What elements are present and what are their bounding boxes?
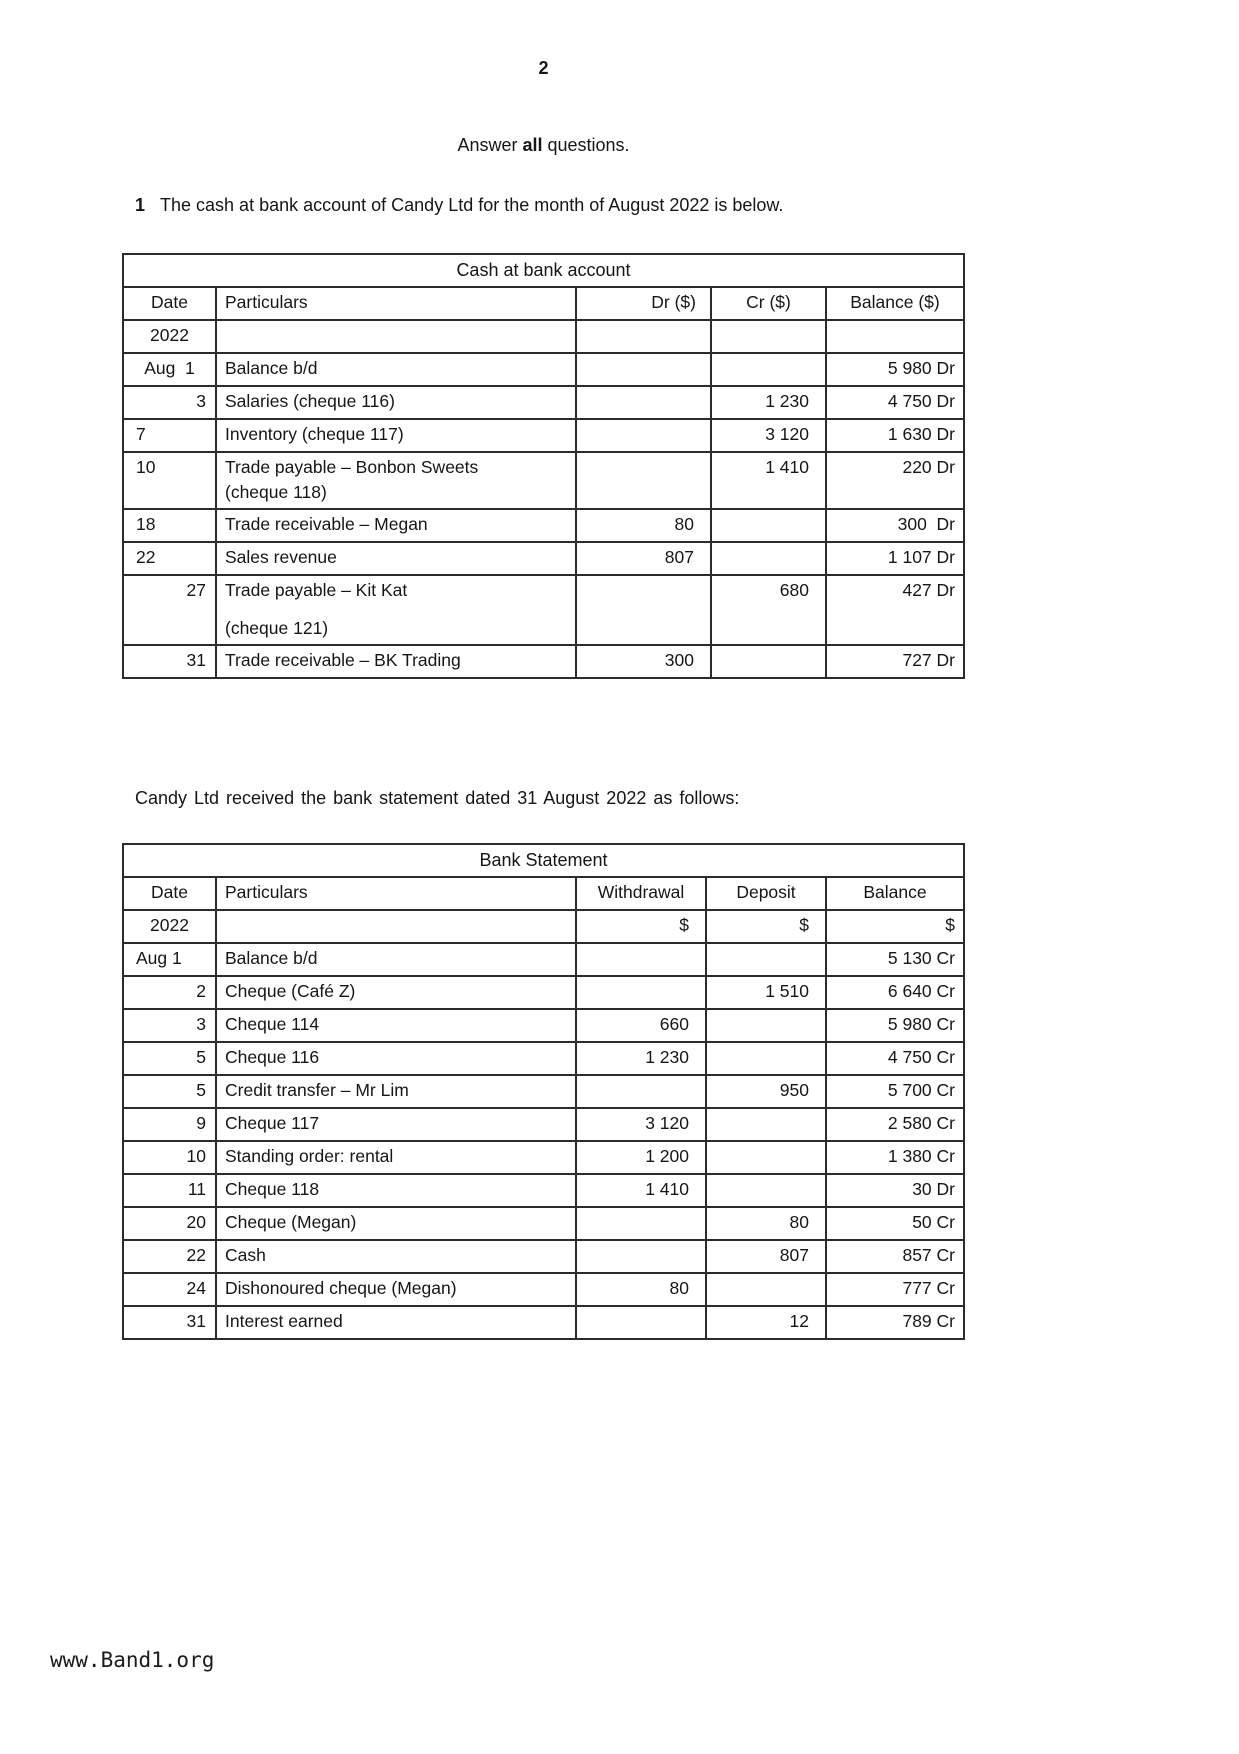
date-cell: 20 [123,1207,216,1240]
column-header: Date [123,877,216,910]
balance-cell: 2 580 Cr [826,1108,964,1141]
withdrawal-cell: 660 [576,1009,706,1042]
column-header: Particulars [216,877,576,910]
dr-cell [576,419,711,452]
column-header: Deposit [706,877,826,910]
deposit-cell: 1 510 [706,976,826,1009]
date-cell: Aug 1 [123,353,216,386]
date-cell: 2022 [123,910,216,943]
balance-cell: 727 Dr [826,645,964,678]
date-cell: 10 [123,1141,216,1174]
page-number: 2 [538,58,549,78]
withdrawal-cell [576,1306,706,1339]
deposit-cell: 807 [706,1240,826,1273]
cr-cell [711,320,826,353]
table-row [123,386,964,419]
column-header: Dr ($) [576,287,711,320]
particulars-cell: Cheque 116 [216,1042,576,1075]
particulars-cell [216,320,576,353]
particulars-cell: Trade payable – Kit Kat (cheque 121) [216,575,576,645]
balance-cell: 777 Cr [826,1273,964,1306]
column-header: Particulars [216,287,576,320]
balance-cell: 4 750 Cr [826,1042,964,1075]
date-cell: 24 [123,1273,216,1306]
deposit-cell [706,1174,826,1207]
balance-cell: 6 640 Cr [826,976,964,1009]
withdrawal-cell [576,1075,706,1108]
date-cell: 31 [123,1306,216,1339]
deposit-cell [706,1042,826,1075]
particulars-cell: Trade receivable – BK Trading [216,645,576,678]
table-row [123,1174,964,1207]
table-row [123,1240,964,1273]
withdrawal-cell: 1 230 [576,1042,706,1075]
particulars-cell: Dishonoured cheque (Megan) [216,1273,576,1306]
particulars-cell: Balance b/d [216,353,576,386]
balance-cell: 5 700 Cr [826,1075,964,1108]
date-cell: 5 [123,1075,216,1108]
table-row [123,1009,964,1042]
balance-cell: 30 Dr [826,1174,964,1207]
balance-cell: 1 380 Cr [826,1141,964,1174]
withdrawal-cell [576,1240,706,1273]
particulars-cell: Cheque (Megan) [216,1207,576,1240]
withdrawal-cell: 3 120 [576,1108,706,1141]
balance-cell: 857 Cr [826,1240,964,1273]
bank-statement-title: Bank Statement [123,844,964,877]
deposit-cell: 950 [706,1075,826,1108]
date-cell: 7 [123,419,216,452]
particulars-cell: Interest earned [216,1306,576,1339]
balance-cell: 5 980 Dr [826,353,964,386]
deposit-cell [706,1009,826,1042]
cr-cell: 680 [711,575,826,645]
cash-at-bank-table [122,253,965,679]
particulars-cell: Credit transfer – Mr Lim [216,1075,576,1108]
date-cell: 3 [123,1009,216,1042]
particulars-cell [216,910,576,943]
cr-cell: 1 230 [711,386,826,419]
cash-book-title: Cash at bank account [123,254,964,287]
particulars-cell: Trade payable – Bonbon Sweets (cheque 118) [216,452,576,509]
date-cell: 2022 [123,320,216,353]
cr-cell [711,645,826,678]
balance-cell: 1 107 Dr [826,542,964,575]
question-text: The cash at bank account of Candy Ltd for the month of August 2022 is below. [160,195,784,215]
instruction-bold: all [522,135,543,155]
table-row [123,1207,964,1240]
deposit-cell [706,943,826,976]
dr-cell [576,386,711,419]
dr-cell [576,452,711,509]
withdrawal-cell [576,1207,706,1240]
balance-cell: $ [826,910,964,943]
balance-cell: 5 130 Cr [826,943,964,976]
table-row [123,452,964,509]
cr-cell: 3 120 [711,419,826,452]
date-cell: Aug 1 [123,943,216,976]
balance-cell: 427 Dr [826,575,964,645]
withdrawal-cell: 80 [576,1273,706,1306]
cr-cell: 1 410 [711,452,826,509]
withdrawal-cell [576,976,706,1009]
withdrawal-cell: 1 200 [576,1141,706,1174]
dr-cell [576,575,711,645]
deposit-cell: $ [706,910,826,943]
particulars-cell: Trade receivable – Megan [216,509,576,542]
date-cell: 2 [123,976,216,1009]
answer-all-instruction [122,135,965,156]
table-row [123,542,964,575]
deposit-cell: 80 [706,1207,826,1240]
date-cell: 9 [123,1108,216,1141]
date-cell: 3 [123,386,216,419]
dr-cell [576,320,711,353]
table-row [123,1306,964,1339]
table-row [123,1108,964,1141]
particulars-cell: Cheque (Café Z) [216,976,576,1009]
withdrawal-cell: $ [576,910,706,943]
particulars-cell: Cheque 117 [216,1108,576,1141]
deposit-cell [706,1108,826,1141]
bank-statement-intro: Candy Ltd received the bank statement dated 31 August 2022 as follows: [135,788,740,808]
cr-cell [711,353,826,386]
table-row [123,1273,964,1306]
table-row [123,353,964,386]
date-cell: 10 [123,452,216,509]
table-row [123,1042,964,1075]
particulars-cell: Cheque 114 [216,1009,576,1042]
date-cell: 18 [123,509,216,542]
date-cell: 22 [123,542,216,575]
column-header: Balance ($) [826,287,964,320]
dr-cell: 807 [576,542,711,575]
particulars-cell: Cash [216,1240,576,1273]
particulars-cell: Sales revenue [216,542,576,575]
date-cell: 11 [123,1174,216,1207]
bank-statement-table [122,843,965,1340]
table-row [123,575,964,645]
date-cell: 22 [123,1240,216,1273]
balance-cell: 4 750 Dr [826,386,964,419]
date-cell: 31 [123,645,216,678]
balance-cell: 5 980 Cr [826,1009,964,1042]
table-row [123,943,964,976]
question-number: 1 [135,195,146,215]
balance-cell: 1 630 Dr [826,419,964,452]
balance-cell [826,320,964,353]
table-row [123,645,964,678]
table-row [123,509,964,542]
balance-cell: 789 Cr [826,1306,964,1339]
date-cell: 27 [123,575,216,645]
footer-url: www.Band1.org [50,1648,215,1672]
deposit-cell: 12 [706,1306,826,1339]
cr-cell [711,542,826,575]
table-row [123,1075,964,1108]
balance-cell: 50 Cr [826,1207,964,1240]
particulars-cell: Cheque 118 [216,1174,576,1207]
column-header: Cr ($) [711,287,826,320]
table-row [123,320,964,353]
dr-cell: 80 [576,509,711,542]
particulars-cell: Standing order: rental [216,1141,576,1174]
dr-cell [576,353,711,386]
instruction-prefix: Answer [457,135,523,155]
deposit-cell [706,1141,826,1174]
dr-cell: 300 [576,645,711,678]
table-row [123,910,964,943]
particulars-cell: Salaries (cheque 116) [216,386,576,419]
particulars-cell: Inventory (cheque 117) [216,419,576,452]
table-row [123,976,964,1009]
withdrawal-cell [576,943,706,976]
deposit-cell [706,1273,826,1306]
date-cell: 5 [123,1042,216,1075]
table-row [123,1141,964,1174]
column-header: Date [123,287,216,320]
table-row [123,419,964,452]
column-header: Withdrawal [576,877,706,910]
balance-cell: 220 Dr [826,452,964,509]
column-header: Balance [826,877,964,910]
instruction-suffix: questions. [542,135,630,155]
particulars-cell: Balance b/d [216,943,576,976]
question-1-line [135,195,955,216]
balance-cell: 300 Dr [826,509,964,542]
cr-cell [711,509,826,542]
withdrawal-cell: 1 410 [576,1174,706,1207]
